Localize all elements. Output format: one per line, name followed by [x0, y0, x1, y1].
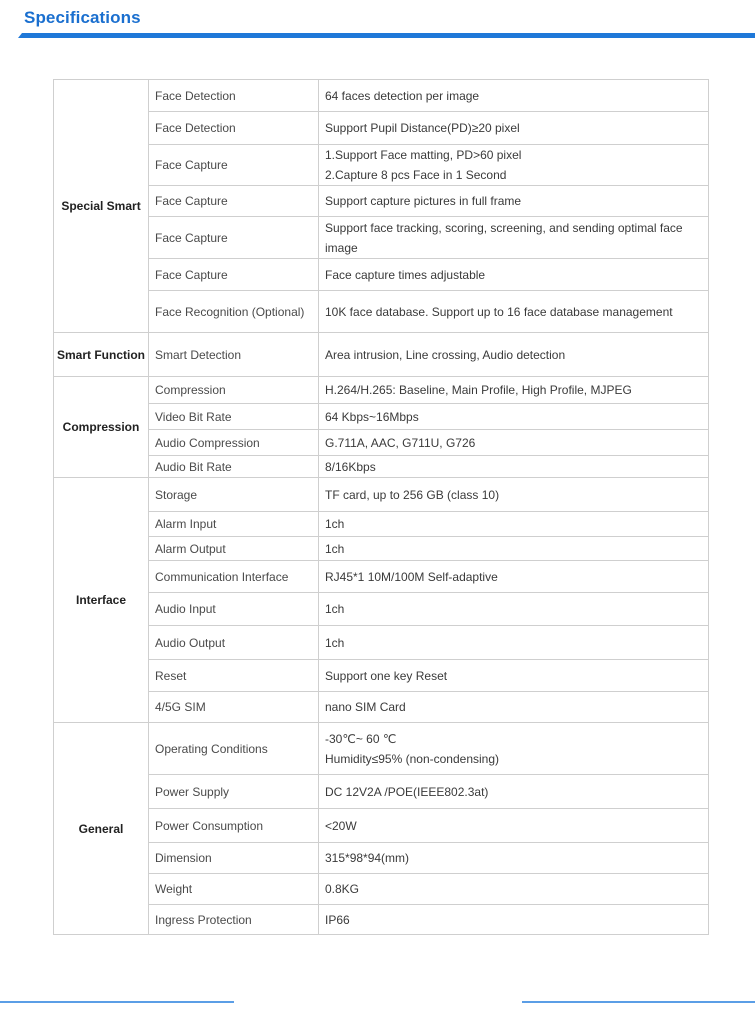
spec-item-cell: Reset — [149, 660, 319, 692]
table-row — [54, 905, 709, 935]
spec-value-line: 64 faces detection per image — [325, 88, 480, 103]
spec-value-cell — [319, 456, 709, 478]
table-row — [54, 723, 709, 775]
spec-value-cell — [319, 905, 709, 935]
table-row — [54, 843, 709, 874]
table-row — [54, 692, 709, 723]
spec-value-cell — [319, 217, 709, 259]
spec-item-cell: Face Detection — [149, 80, 319, 112]
table-row — [54, 291, 709, 333]
spec-item-cell: Face Capture — [149, 217, 319, 259]
spec-value-cell — [319, 259, 709, 291]
spec-item-cell: Dimension — [149, 843, 319, 874]
spec-value-cell — [319, 809, 709, 843]
spec-value-line: Support one key Reset — [325, 668, 448, 683]
spec-value-cell — [319, 626, 709, 660]
spec-item-cell: Ingress Protection — [149, 905, 319, 935]
spec-value-cell — [319, 593, 709, 626]
spec-value-line: 1ch — [325, 602, 345, 616]
table-row — [54, 259, 709, 291]
spec-value-line: Support capture pictures in full frame — [325, 194, 522, 208]
spec-value-cell — [319, 112, 709, 145]
category-cell: Interface — [54, 478, 149, 723]
spec-value-line: 0.8KG — [325, 882, 360, 896]
table-row — [54, 145, 709, 186]
spec-item-cell: Storage — [149, 478, 319, 512]
spec-value-line: RJ45*1 10M/100M Self-adaptive — [325, 569, 498, 584]
category-cell: Smart Function — [54, 333, 149, 377]
spec-item-cell: Communication Interface — [149, 561, 319, 593]
spec-value-cell — [319, 478, 709, 512]
spec-value-line: 10K face database. Support up to 16 face database management — [325, 304, 673, 319]
spec-value-cell — [319, 723, 709, 775]
table-row — [54, 217, 709, 259]
spec-value-cell — [319, 874, 709, 905]
spec-value-cell — [319, 80, 709, 112]
spec-value-line: H.264/H.265: Baseline, Main Profile, High Profile, MJPEG — [325, 383, 632, 397]
spec-item-cell: Audio Output — [149, 626, 319, 660]
spec-item-cell: Face Capture — [149, 186, 319, 217]
table-row — [54, 186, 709, 217]
spec-value-line: 1ch — [325, 635, 345, 650]
spec-value-line: 64 Kbps~16Mbps — [325, 409, 419, 424]
spec-item-cell: Face Recognition (Optional) — [149, 291, 319, 333]
spec-value-line: 1.Support Face matting, PD>60 pixel — [325, 148, 522, 162]
spec-item-cell: Power Supply — [149, 775, 319, 809]
spec-value-line: nano SIM Card — [325, 700, 406, 714]
spec-value-line: 1ch — [325, 517, 345, 531]
spec-value-cell — [319, 692, 709, 723]
spec-item-cell: Audio Input — [149, 593, 319, 626]
table-row — [54, 112, 709, 145]
spec-value-cell — [319, 430, 709, 456]
spec-item-cell: Face Capture — [149, 259, 319, 291]
spec-item-cell: Alarm Output — [149, 537, 319, 561]
spec-item-cell: Operating Conditions — [149, 723, 319, 775]
spec-item-cell: Audio Compression — [149, 430, 319, 456]
spec-item-cell: Alarm Input — [149, 512, 319, 537]
spec-value-line: 315*98*94(mm) — [325, 851, 410, 865]
spec-item-cell: Compression — [149, 377, 319, 404]
spec-value-cell — [319, 333, 709, 377]
specifications-table — [53, 79, 709, 935]
table-row — [54, 660, 709, 692]
category-cell: Compression — [54, 377, 149, 478]
spec-value-line: Support face tracking, scoring, screening, and sending optimal face image — [325, 220, 683, 255]
spec-value-cell — [319, 775, 709, 809]
page-title: Specifications — [24, 8, 141, 27]
spec-item-cell: Power Consumption — [149, 809, 319, 843]
spec-value-line: <20W — [325, 818, 357, 833]
spec-item-cell: Weight — [149, 874, 319, 905]
spec-value-cell — [319, 145, 709, 186]
spec-item-cell: Face Capture — [149, 145, 319, 186]
spec-value-line: DC 12V2A /POE(IEEE802.3at) — [325, 784, 489, 799]
table-row — [54, 456, 709, 478]
table-row — [54, 874, 709, 905]
spec-value-line: 1ch — [325, 541, 345, 556]
spec-item-cell: Face Detection — [149, 112, 319, 145]
table-row — [54, 80, 709, 112]
footer-rule-right — [522, 1001, 755, 1003]
table-row — [54, 512, 709, 537]
category-cell: General — [54, 723, 149, 935]
footer-rule-left — [0, 1001, 234, 1003]
table-row — [54, 404, 709, 430]
spec-value-cell — [319, 291, 709, 333]
spec-value-cell — [319, 561, 709, 593]
spec-item-cell: 4/5G SIM — [149, 692, 319, 723]
spec-value-line: Area intrusion, Line crossing, Audio detection — [325, 347, 566, 362]
spec-value-cell — [319, 660, 709, 692]
table-row — [54, 333, 709, 377]
spec-value-line: Face capture times adjustable — [325, 267, 486, 282]
spec-value-line: -30℃~ 60 ℃ — [325, 731, 397, 746]
table-row — [54, 593, 709, 626]
table-row — [54, 775, 709, 809]
table-row — [54, 478, 709, 512]
table-row — [54, 626, 709, 660]
spec-item-cell: Video Bit Rate — [149, 404, 319, 430]
category-cell: Special Smart — [54, 80, 149, 333]
spec-value-line: TF card, up to 256 GB (class 10) — [325, 487, 500, 502]
table-row — [54, 377, 709, 404]
title-underline — [18, 33, 755, 38]
spec-value-cell — [319, 404, 709, 430]
table-row — [54, 537, 709, 561]
spec-value-line: 8/16Kbps — [325, 459, 376, 474]
spec-value-line: Humidity≤95% (non-condensing) — [325, 751, 500, 766]
spec-item-cell: Smart Detection — [149, 333, 319, 377]
spec-value-line: Support Pupil Distance(PD)≥20 pixel — [325, 121, 520, 135]
spec-value-line: G.711A, AAC, G711U, G726 — [325, 435, 476, 450]
spec-value-cell — [319, 843, 709, 874]
spec-value-cell — [319, 186, 709, 217]
spec-value-cell — [319, 377, 709, 404]
spec-value-cell — [319, 537, 709, 561]
table-row — [54, 809, 709, 843]
spec-item-cell: Audio Bit Rate — [149, 456, 319, 478]
spec-value-line: IP66 — [325, 912, 350, 927]
spec-value-cell — [319, 512, 709, 537]
spec-value-line: 2.Capture 8 pcs Face in 1 Second — [325, 168, 507, 182]
table-row — [54, 430, 709, 456]
table-row — [54, 561, 709, 593]
